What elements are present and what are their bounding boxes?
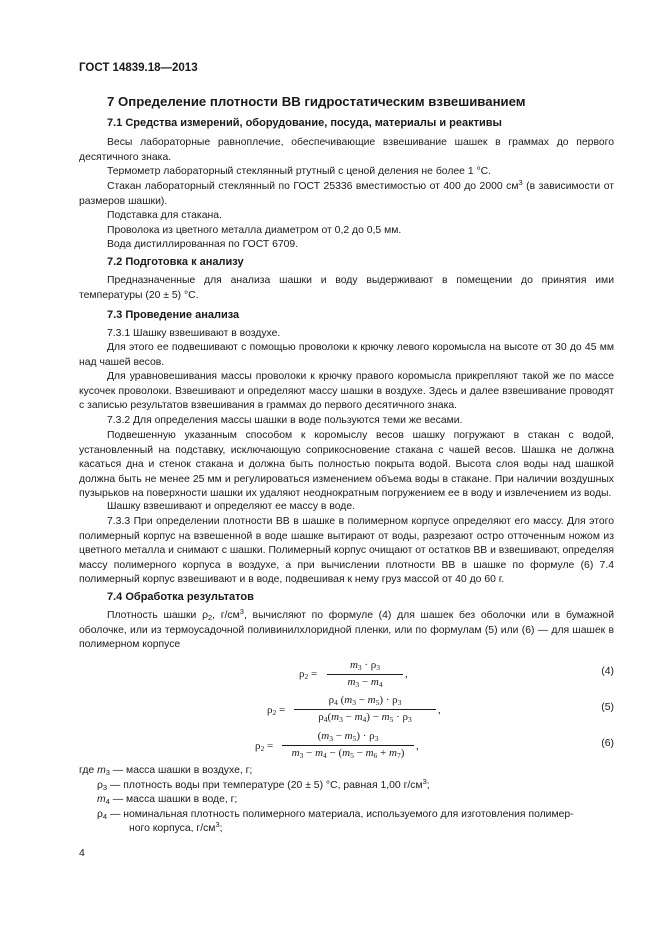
subsection-7-1-title: 7.1 Средства измерений, оборудование, посуда, материалы и реактивы [107,117,502,129]
paragraph: Шашку взвешивают и определяют ее массу в воде. [107,501,356,512]
fraction: $m_3 \cdot \rho_3$ $m_3 - m_4$ [327,659,403,689]
definition-line: $\rho_4$ — номинальная плотность полимерного материала, используемого для изготовления полимер- [97,809,574,821]
paragraph: 7.3.1 Шашку взвешивают в воздухе. [107,328,281,339]
formula-number: (5) [601,702,614,713]
paragraph: Подвешенную указанным способом к коромыслу весов шашку погружают в стакан с водой, установленный на подставку, исключающую соприкосновение стакана с чашей весов. Шашка не должна касаться дна и стенок стакана и должна быть полностью покрыта водой. Высота слоя воды над шашкой должна быть не менее 25 мм и регулироваться изменением объема воды в стакане. При наличии воздушных пузырьков на поверхности шашки их удаляют неоднократным погружением ее в воду и извлечением из воды. [79,430,614,500]
paragraph: Предназначенные для анализа шашки и воду выдерживают в помещении до принятия ими температуры (20 ± 5) °С. [79,275,614,301]
paragraph: Стакан лабораторный стеклянный по ГОСТ 25336 вместимостью от 400 до 2000 $см^3$ (в зависимости от размеров шашки). [79,178,615,207]
paragraph: Весы лабораторные равноплечие, обеспечивающие взвешивание шашек в граммах до первого десятичного знака. [79,137,614,163]
subsection-7-4-title: 7.4 Обработка результатов [107,591,254,603]
paragraph: Проволока из цветного металла диаметром от 0,2 до 0,5 мм. [107,225,402,236]
paragraph: Вода дистиллированная по ГОСТ 6709. [107,239,299,250]
document-page: ГОСТ 14839.18—2013 7 Определение плотности ВВ гидростатическим взвешиванием 7.1 Средства измерений, оборудование, посуда, материалы и реактивы Весы лабораторные равноплечие, обеспечивающие взвешивание шашек в граммах до первого десятичного знака. Термометр лабораторный стеклянный ртутный с ценой деления не более 1 °С. Стакан лабораторный стеклянный по ГОСТ 25336 вместимостью от 400 до 2000 $см^3$ (в зависимости от размеров шашки). Подставка для стакана. Проволока из цветного металла диаметром от 0,2 до 0,5 мм. Вода дистиллированная по ГОСТ 6709. 7.2 Подготовка к анализу Предназначенные для анализа шашки и воду выдерживают в помещении до принятия ими температуры (20 ± 5) °С. 7.3 Проведение анализа 7.3.1 Шашку взвешивают в воздухе. Для этого ее подвешивают с помощью проволоки к крючку левого коромысла на высоте от 30 до 45 мм над чашей весов. Для уравновешивания массы проволоки к крючку правого коромысла прикрепляют такой же по массе кусочек проволоки. Взвешивают и определяют массу шашки в воздухе. Здесь и далее взвешивание проводят с записью результатов взвешивания в граммах до первого десятичного знака. 7.3.2 Для определения массы шашки в воде пользуются теми же весами. Подвешенную указанным способом к коромыслу весов шашку погружают в стакан с водой, установленный на подставку, исключающую соприкосновение стакана с чашей весов. Шашка не должна касаться дна и стенок стакана и должна быть полностью покрыта водой. Высота слоя воды над шашкой должна быть не менее 25 мм и регулироваться изменением объема воды в стакане. При наличии воздушных пузырьков на поверхности шашки их удаляют неоднократным погружением ее в воду и извлечением из воды. Шашку взвешивают и определяют ее массу в воде. 7.3.3 При определении плотности ВВ в шашке в полимерном корпусе определяют его массу. Для этого полимерный корпус на взвешенной в воде шашке вытирают от воды, разрезают остро отточенным ножом из цветного металла и снимают с шашки. Полимерный корпус очищают от остатков ВВ и взвешивают, определяя массу полимерного корпуса в воздухе, а при вычислении плотности ВВ в шашке по формуле (6) 7.4 полимерный корпус взвешивают и в воде, подвешивая к нему груз массой от 40 до 60 г. 7.4 Обработка результатов Плотность шашки $\rho_2$, $г/см^3$, вычисляют по формуле (4) для шашек без оболочки или в бумажной оболочке, или из термоусадочной поливинилхлоридной пленки, или по формулам (5) или (6) — для шашек в полимерном корпусе $\rho_2$ = $m_3 \cdot \rho_3$ $m_3 - m_4$ , (4) $\rho_2$ = $\rho_4$ $(m_3 - m_5) \cdot \rho_3$ $\rho_4(m_3 - m_4) - m_5 \cdot \rho_3$ , (5) $\rho_2$ = $(m_3 - m_5) \cdot \rho_3$ $m_3 - m_4 - (m_5 - m_6 + m_7)$ , (6) где $m_3$ — масса шашки в воздухе, г; $\rho_3$ — плотность воды при температуре (20 ± 5) °С, равная 1,00 $г/см^3$; $m_4$ — масса шашки в воде, г; $\rho_4$ — номинальная плотность полимерного материала, используемого для изготовления полимер- ного корпуса, $г/см^3$; 4 [79,62,615,859]
definition-line: $m_4$ — масса шашки в воде, г; [97,794,238,806]
subsection-7-2-title: 7.2 Подготовка к анализу [107,256,244,268]
definition-line: ного корпуса, $г/см^3$; [129,820,223,834]
paragraph: Для уравновешивания массы проволоки к крючку правого коромысла прикрепляют такой же по массе кусочек проволоки. Взвешивают и определяют массу шашки в воздухе. Здесь и далее взвешивание проводят с записью результатов взвешивания в граммах до первого десятичного знака. [79,371,614,412]
paragraph: 7.3.2 Для определения массы шашки в воде пользуются теми же весами. [107,415,463,426]
paragraph: Термометр лабораторный стеклянный ртутный с ценой деления не более 1 °С. [107,166,492,177]
fraction: $(m_3 - m_5) \cdot \rho_3$ $m_3 - m_4 - (m_5 - m_6 + m_7)$ [282,730,414,760]
section-title: 7 Определение плотности ВВ гидростатическим взвешиванием [107,94,526,109]
page-number: 4 [79,848,85,859]
fraction: $\rho_4$ $(m_3 - m_5) \cdot \rho_3$ $\rho_4(m_3 - m_4) - m_5 \cdot \rho_3$ [294,694,436,724]
paragraph: Плотность шашки $\rho_2$, $г/см^3$, вычисляют по формуле (4) для шашек без оболочки или в бумажной оболочке, или из термоусадочной поливинилхлоридной пленки, или по формулам (5) или (6) — для шашек в полимерном корпусе [79,607,614,651]
formula-number: (4) [601,666,614,677]
definition-line: $\rho_3$ — плотность воды при температуре (20 ± 5) °С, равная 1,00 $г/см^3$; [97,777,430,792]
paragraph: 7.3.3 При определении плотности ВВ в шашке в полимерном корпусе определяют его массу. Для этого полимерный корпус на взвешенной в воде шашке вытирают от воды, разрезают остро отточенным ножом из цветного металла и снимают с шашки. Полимерный корпус очищают от остатков ВВ и взвешивают, определяя массу полимерного корпуса в воздухе, а при вычислении плотности ВВ в шашке по формуле (6) 7.4 полимерный корпус взвешивают и в воде, подвешивая к нему груз массой от 40 до 60 г. [79,516,614,586]
paragraph: Подставка для стакана. [107,210,222,221]
definition-line: где $m_3$ — масса шашки в воздухе, г; [79,765,253,777]
paragraph: Для этого ее подвешивают с помощью проволоки к крючку левого коромысла на высоте от 30 до 45 мм над чашей весов. [79,342,614,368]
subsection-7-3-title: 7.3 Проведение анализа [107,309,240,321]
formula-number: (6) [601,738,614,749]
standard-header: ГОСТ 14839.18—2013 [79,62,198,74]
